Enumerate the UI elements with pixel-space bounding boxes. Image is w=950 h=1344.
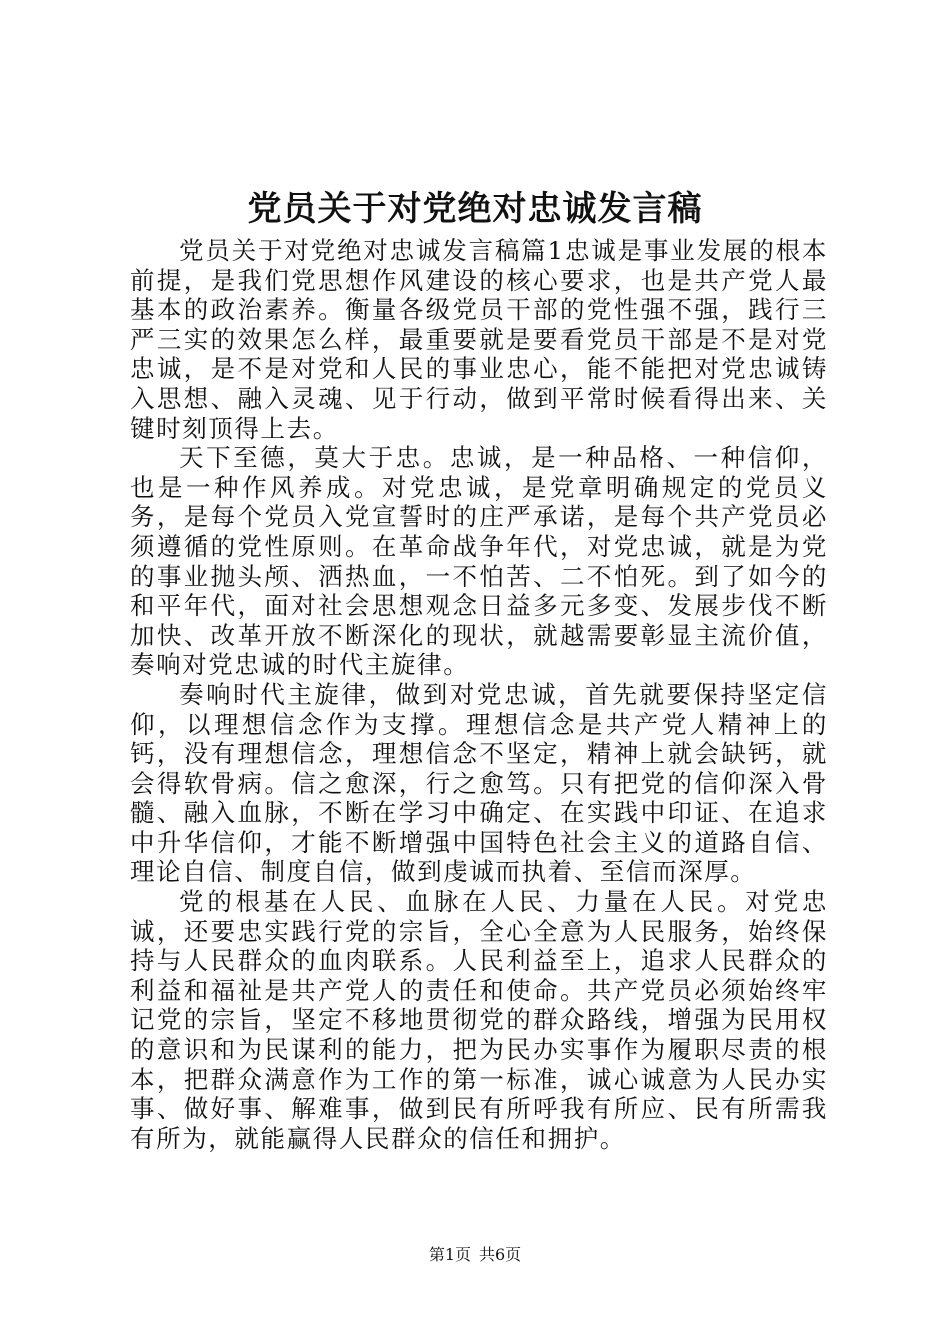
page-total: 共6页	[479, 1245, 522, 1264]
document-title: 党员关于对党绝对忠诚发言稿	[247, 189, 703, 229]
paragraph: 奏响时代主旋律，做到对党忠诚，首先就要保持坚定信仰，以理想信念作为支撑。理想信念是共产党人精神上的钙，没有理想信念，理想信念不坚定，精神上就会缺钙，就会得软骨病。信之愈深，行之愈笃。只有把党的信仰深入骨髓、融入血脉，不断在学习中确定、在实践中印证、在追求中升华信仰，才能不断增强中国特色社会主义的道路自信、理论自信、制度自信，做到虔诚而执着、至信而深厚。	[130, 679, 828, 887]
page-footer	[0, 1244, 950, 1266]
document-body	[130, 236, 828, 1153]
paragraph: 党的根基在人民、血脉在人民、力量在人民。对党忠诚，还要忠实践行党的宗旨，全心全意为人民服务，始终保持与人民群众的血肉联系。人民利益至上，追求人民群众的利益和福祉是共产党人的责任和使命。共产党员必须始终牢记党的宗旨，坚定不移地贯彻党的群众路线，增强为民用权的意识和为民谋利的能力，把为民办实事作为履职尽责的根本，把群众满意作为工作的第一标准，诚心诚意为人民办实事、做好事、解难事，做到民有所呼我有所应、民有所需我有所为，就能赢得人民群众的信任和拥护。	[130, 887, 828, 1153]
paragraph: 党员关于对党绝对忠诚发言稿篇1忠诚是事业发展的根本前提，是我们党思想作风建设的核心要求，也是共产党人最基本的政治素养。衡量各级党员干部的党性强不强，践行三严三实的效果怎么样，最重要就是要看党员干部是不是对党忠诚，是不是对党和人民的事业忠心，能不能把对党忠诚铸入思想、融入灵魂、见于行动，做到平常时候看得出来、关键时刻顶得上去。	[130, 236, 828, 443]
page-number: 第1页	[428, 1245, 471, 1264]
paragraph: 天下至德，莫大于忠。忠诚，是一种品格、一种信仰，也是一种作风养成。对党忠诚，是党章明确规定的党员义务，是每个党员入党宣誓时的庄严承诺，是每个共产党员必须遵循的党性原则。在革命战争年代，对党忠诚，就是为党的事业抛头颅、洒热血，一不怕苦、二不怕死。到了如今的和平年代，面对社会思想观念日益多元多变、发展步伐不断加快、改革开放不断深化的现状，就越需要彰显主流价值，奏响对党忠诚的时代主旋律。	[130, 443, 828, 680]
